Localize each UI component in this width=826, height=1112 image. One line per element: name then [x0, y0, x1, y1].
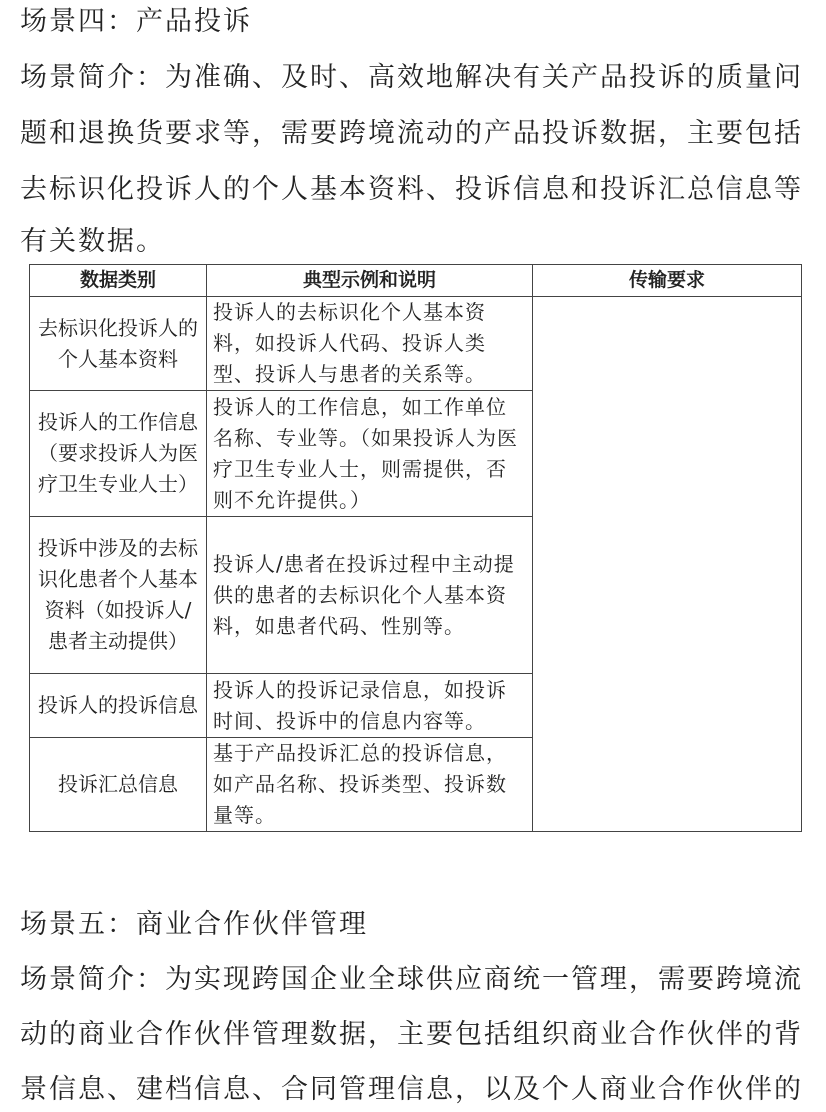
table-row	[30, 297, 802, 391]
transfer-requirement-cell	[533, 297, 802, 832]
scene5-intro-line: 景信息、建档信息、合同管理信息，以及个人商业合作伙伴的	[20, 1074, 803, 1105]
header-transfer-requirement: 传输要求	[533, 265, 802, 297]
header-description: 典型示例和说明	[207, 265, 533, 297]
scene4-intro-line: 有关数据。	[20, 226, 165, 257]
description-cell: 投诉人的去标识化个人基本资料，如投诉人代码、投诉人类型、投诉人与患者的关系等。	[207, 297, 533, 391]
scene5-intro-line: 动的商业合作伙伴管理数据，主要包括组织商业合作伙伴的背	[20, 1019, 803, 1050]
scene5-intro-line: 场景简介：为实现跨国企业全球供应商统一管理，需要跨境流	[20, 964, 803, 995]
description-cell: 基于产品投诉汇总的投诉信息，如产品名称、投诉类型、投诉数量等。	[207, 738, 533, 832]
scene4-intro-line: 题和退换货要求等，需要跨境流动的产品投诉数据，主要包括	[20, 118, 803, 149]
category-cell: 投诉汇总信息	[30, 738, 207, 832]
scene4-title: 场景四：产品投诉	[20, 6, 252, 37]
category-cell: 投诉中涉及的去标识化患者个人基本资料（如投诉人/患者主动提供）	[30, 517, 207, 674]
description-cell: 投诉人/患者在投诉过程中主动提供的患者的去标识化个人基本资料，如患者代码、性别等。	[207, 517, 533, 674]
description-cell: 投诉人的工作信息，如工作单位名称、专业等。（如果投诉人为医疗卫生专业人士，则需提供，否则不允许提供。）	[207, 391, 533, 517]
table-header-row	[30, 265, 802, 297]
category-cell: 投诉人的投诉信息	[30, 674, 207, 738]
header-category: 数据类别	[30, 265, 207, 297]
scene5-title: 场景五：商业合作伙伴管理	[20, 909, 368, 940]
category-cell: 投诉人的工作信息（要求投诉人为医疗卫生专业人士）	[30, 391, 207, 517]
scene4-intro-line: 场景简介：为准确、及时、高效地解决有关产品投诉的质量问	[20, 62, 803, 93]
scene4-intro-line: 去标识化投诉人的个人基本资料、投诉信息和投诉汇总信息等	[20, 174, 803, 205]
data-category-table	[29, 264, 802, 832]
description-cell: 投诉人的投诉记录信息，如投诉时间、投诉中的信息内容等。	[207, 674, 533, 738]
category-cell: 去标识化投诉人的个人基本资料	[30, 297, 207, 391]
